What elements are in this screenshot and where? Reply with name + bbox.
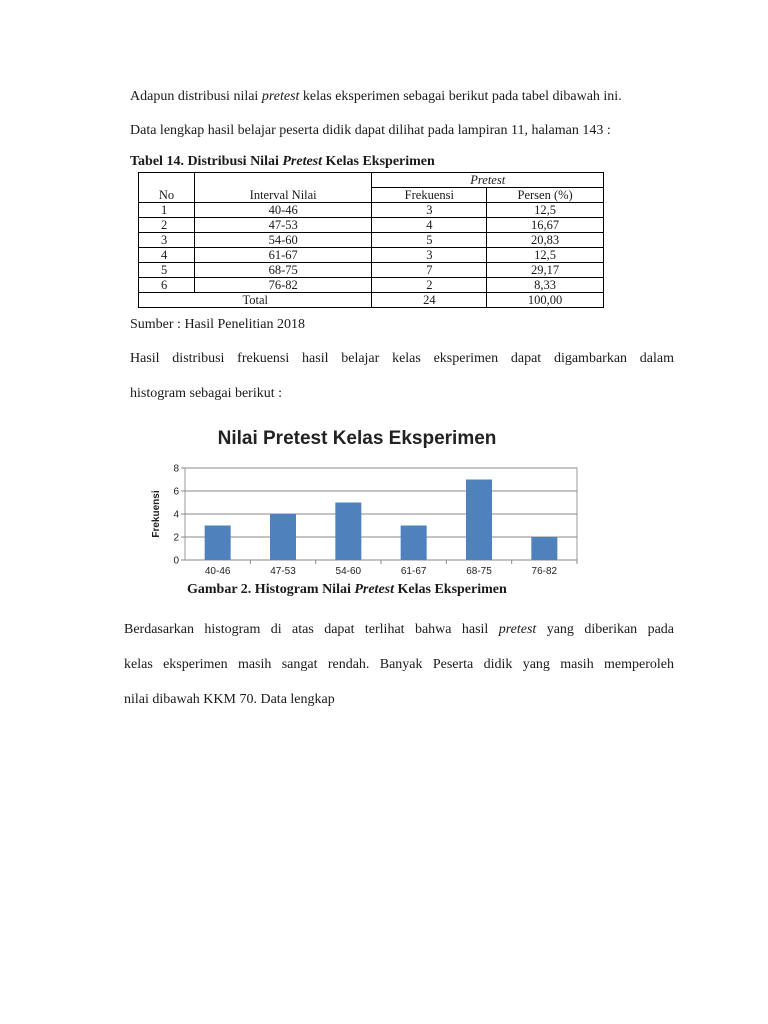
para3-line-1: Berdasarkan histogram di atas dapat terlihat bahwa hasil pretest yang diberikan pada bbox=[124, 622, 675, 637]
cell-persen: 29,17 bbox=[487, 263, 604, 278]
header-persen: Persen (%) bbox=[487, 188, 604, 203]
table-source: Sumber : Hasil Penelitian 2018 bbox=[130, 317, 305, 332]
plot-area bbox=[185, 468, 577, 560]
table-row bbox=[139, 248, 604, 263]
table-row bbox=[139, 263, 604, 278]
cell-persen: 8,33 bbox=[487, 278, 604, 293]
cell-no: 4 bbox=[139, 248, 195, 263]
cell-no: 5 bbox=[139, 263, 195, 278]
table-caption: Tabel 14. Distribusi Nilai Pretest Kelas Eksperimen bbox=[130, 154, 435, 169]
bar bbox=[401, 526, 427, 561]
cell-frekuensi: 2 bbox=[372, 278, 487, 293]
para2-line-1: Hasil distribusi frekuensi hasil belajar kelas eksperimen dapat digambarkan dalam bbox=[130, 351, 674, 366]
x-tick-label: 76-82 bbox=[531, 566, 558, 577]
y-axis-label: Frekuensi bbox=[151, 490, 162, 538]
header-blank-interval bbox=[194, 173, 372, 188]
bar bbox=[466, 480, 492, 561]
y-tick-label: 0 bbox=[173, 555, 179, 567]
table-row bbox=[139, 233, 604, 248]
cell-interval: 40-46 bbox=[194, 203, 372, 218]
cell-interval: 47-53 bbox=[194, 218, 372, 233]
cell-interval: 54-60 bbox=[194, 233, 372, 248]
cell-no: 1 bbox=[139, 203, 195, 218]
bar bbox=[205, 526, 231, 561]
cell-no: 2 bbox=[139, 218, 195, 233]
cell-frekuensi: 3 bbox=[372, 248, 487, 263]
para2-line-2: histogram sebagai berikut : bbox=[130, 386, 283, 401]
cell-no: 6 bbox=[139, 278, 195, 293]
bar bbox=[531, 537, 557, 560]
header-group-pretest: Pretest bbox=[372, 173, 604, 188]
table-header-row bbox=[139, 188, 604, 203]
cell-frekuensi: 7 bbox=[372, 263, 487, 278]
distribution-table bbox=[138, 172, 604, 308]
x-tick-label: 40-46 bbox=[204, 566, 231, 577]
cell-total-label: Total bbox=[139, 293, 372, 308]
chart-title: Nilai Pretest Kelas Eksperimen bbox=[217, 428, 497, 449]
cell-persen: 12,5 bbox=[487, 203, 604, 218]
cell-frekuensi: 4 bbox=[372, 218, 487, 233]
cell-interval: 61-67 bbox=[194, 248, 372, 263]
cell-persen: 20,83 bbox=[487, 233, 604, 248]
table-row bbox=[139, 203, 604, 218]
y-tick-label: 8 bbox=[173, 463, 179, 475]
para3-line-2: kelas eksperimen masih sangat rendah. Banyak Peserta didik yang masih memperoleh bbox=[124, 657, 674, 672]
x-tick-label: 54-60 bbox=[335, 566, 362, 577]
cell-frekuensi: 5 bbox=[372, 233, 487, 248]
header-interval: Interval Nilai bbox=[194, 188, 372, 203]
header-no: No bbox=[139, 188, 195, 203]
y-tick-label: 2 bbox=[173, 532, 179, 544]
figure-caption: Gambar 2. Histogram Nilai Pretest Kelas Eksperimen bbox=[187, 582, 507, 597]
y-tick-label: 6 bbox=[173, 486, 179, 498]
cell-interval: 68-75 bbox=[194, 263, 372, 278]
cell-interval: 76-82 bbox=[194, 278, 372, 293]
cell-persen: 12,5 bbox=[487, 248, 604, 263]
cell-total-frekuensi: 24 bbox=[372, 293, 487, 308]
intro-line-1: Adapun distribusi nilai pretest kelas eksperimen sebagai berikut pada tabel dibawah ini. bbox=[130, 89, 622, 104]
header-frekuensi: Frekuensi bbox=[372, 188, 487, 203]
table-row bbox=[139, 218, 604, 233]
x-tick-label: 61-67 bbox=[400, 566, 427, 577]
intro-line-2: Data lengkap hasil belajar peserta didik dapat dilihat pada lampiran 11, halaman 143 : bbox=[130, 123, 611, 138]
x-tick-label: 47-53 bbox=[270, 566, 296, 577]
table-row bbox=[139, 278, 604, 293]
cell-frekuensi: 3 bbox=[372, 203, 487, 218]
header-blank-no bbox=[139, 173, 195, 188]
x-tick-label: 68-75 bbox=[466, 566, 492, 577]
cell-total-persen: 100,00 bbox=[487, 293, 604, 308]
bar bbox=[270, 514, 296, 560]
y-tick-label: 4 bbox=[173, 509, 179, 521]
cell-no: 3 bbox=[139, 233, 195, 248]
bar bbox=[335, 503, 361, 561]
cell-persen: 16,67 bbox=[487, 218, 604, 233]
para3-line-3: nilai dibawah KKM 70. Data lengkap bbox=[124, 692, 335, 707]
table-total-row bbox=[139, 293, 604, 308]
